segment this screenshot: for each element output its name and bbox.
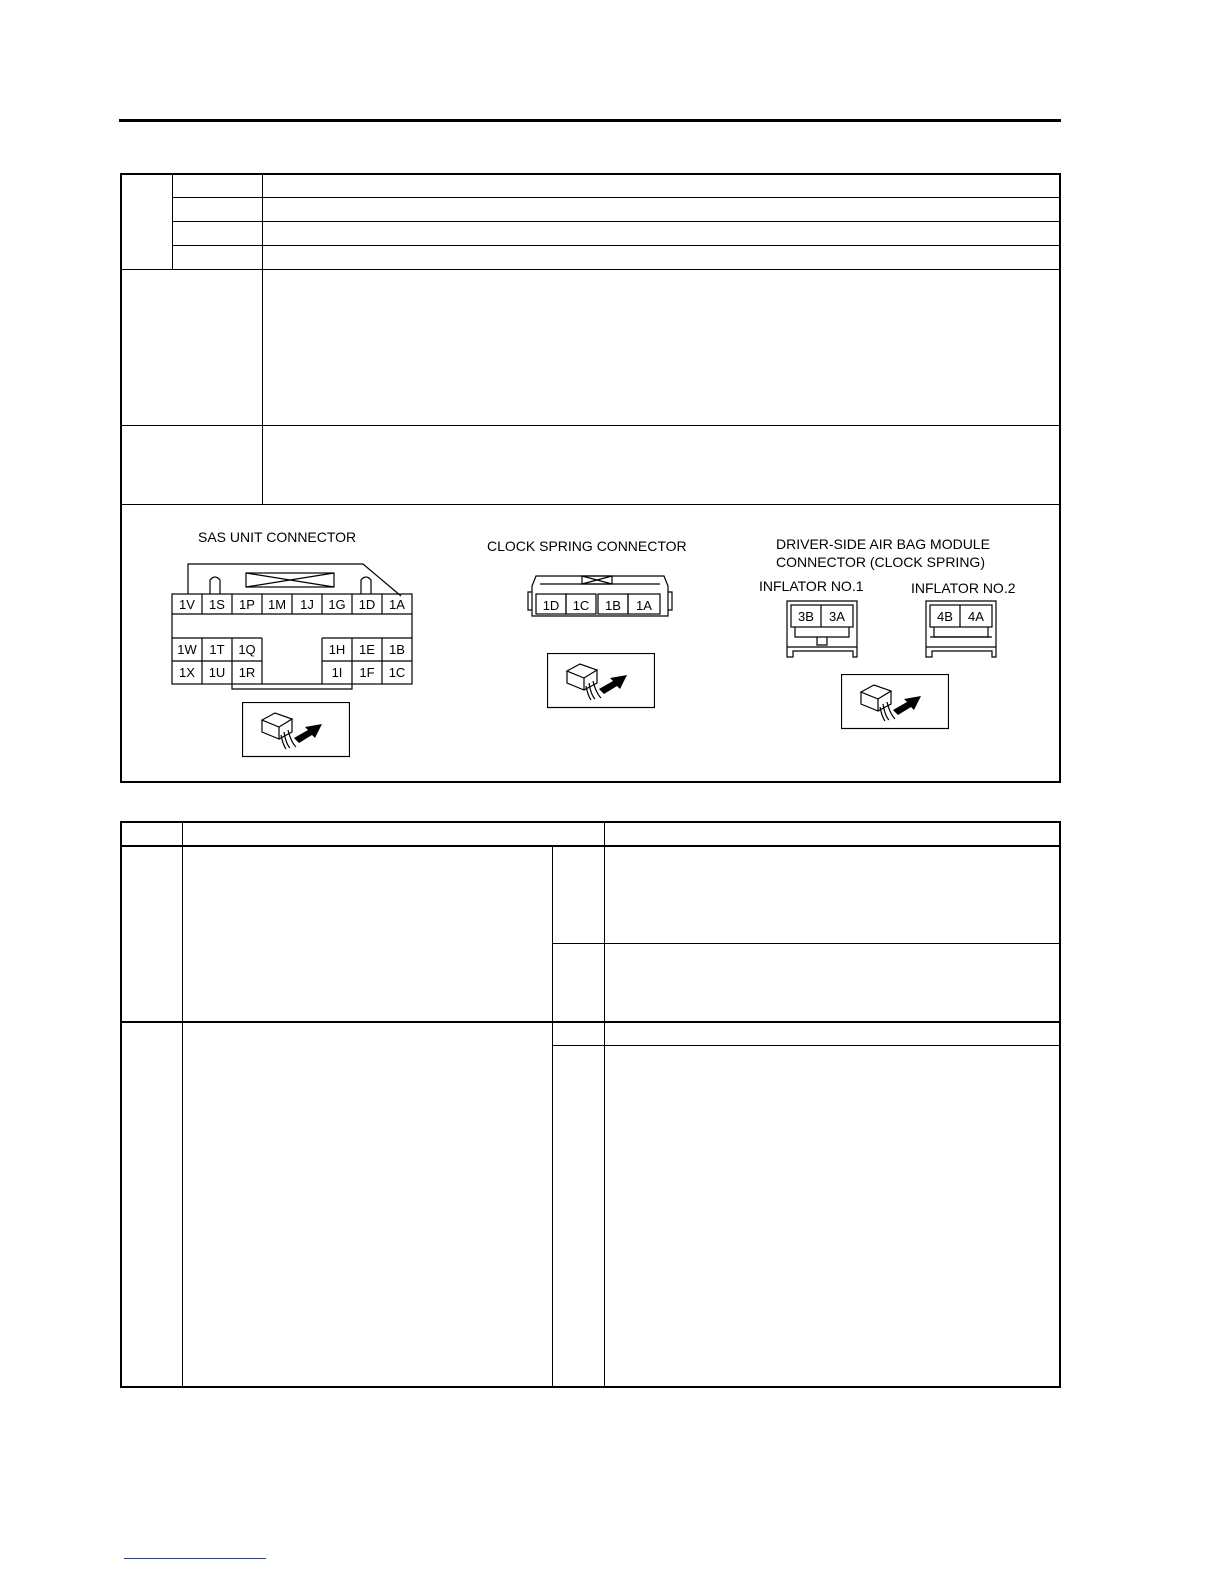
sas-pin-1I: 1I — [331, 665, 343, 680]
clock-pin-1B: 1B — [605, 598, 621, 613]
connector-view-icon — [547, 653, 655, 709]
sas-pin-1P: 1P — [239, 597, 255, 612]
inflator1-pin-3A: 3A — [829, 609, 845, 624]
clock-pin-1C: 1C — [572, 598, 590, 613]
sas-pin-1H: 1H — [328, 642, 346, 657]
clock-pin-1A: 1A — [636, 598, 652, 613]
sas-pin-1M: 1M — [267, 597, 287, 612]
header-rule — [119, 119, 1061, 122]
sas-pin-1W: 1W — [177, 642, 197, 657]
sas-pin-1D: 1D — [358, 597, 376, 612]
sas-pin-1A: 1A — [389, 597, 405, 612]
sas-connector-diagram — [168, 556, 418, 692]
inflator1-pin-3B: 3B — [798, 609, 814, 624]
sas-pin-1B: 1B — [389, 642, 405, 657]
sas-pin-1V: 1V — [179, 597, 195, 612]
inflator2-pin-4B: 4B — [937, 609, 953, 624]
inflator1-connector — [783, 597, 863, 659]
clock-pin-1D: 1D — [542, 598, 560, 613]
footer-link-rule — [124, 1558, 266, 1559]
connector-view-icon — [242, 702, 350, 758]
airbag-title-line2: CONNECTOR (CLOCK SPRING) — [776, 554, 985, 570]
sas-pin-1U: 1U — [208, 665, 226, 680]
airbag-title-line1: DRIVER-SIDE AIR BAG MODULE — [776, 536, 990, 552]
sas-connector-title: SAS UNIT CONNECTOR — [198, 529, 357, 545]
sas-pin-1Q: 1Q — [238, 642, 256, 657]
sas-pin-1X: 1X — [179, 665, 195, 680]
inflator2-label: INFLATOR NO.2 — [911, 580, 1016, 596]
connector-view-icon — [841, 674, 949, 730]
clock-spring-diagram — [526, 570, 674, 622]
clock-spring-title: CLOCK SPRING CONNECTOR — [487, 538, 687, 554]
inflator1-label: INFLATOR NO.1 — [759, 578, 864, 594]
sas-pin-1T: 1T — [209, 642, 225, 657]
inflator2-pin-4A: 4A — [968, 609, 984, 624]
sas-pin-1G: 1G — [328, 597, 346, 612]
sas-pin-1F: 1F — [359, 665, 375, 680]
sas-pin-1S: 1S — [209, 597, 225, 612]
sas-pin-1C: 1C — [388, 665, 406, 680]
sas-pin-1J: 1J — [300, 597, 314, 612]
sas-pin-1R: 1R — [238, 665, 256, 680]
inflator2-connector — [922, 597, 1002, 659]
sas-pin-1E: 1E — [359, 642, 375, 657]
